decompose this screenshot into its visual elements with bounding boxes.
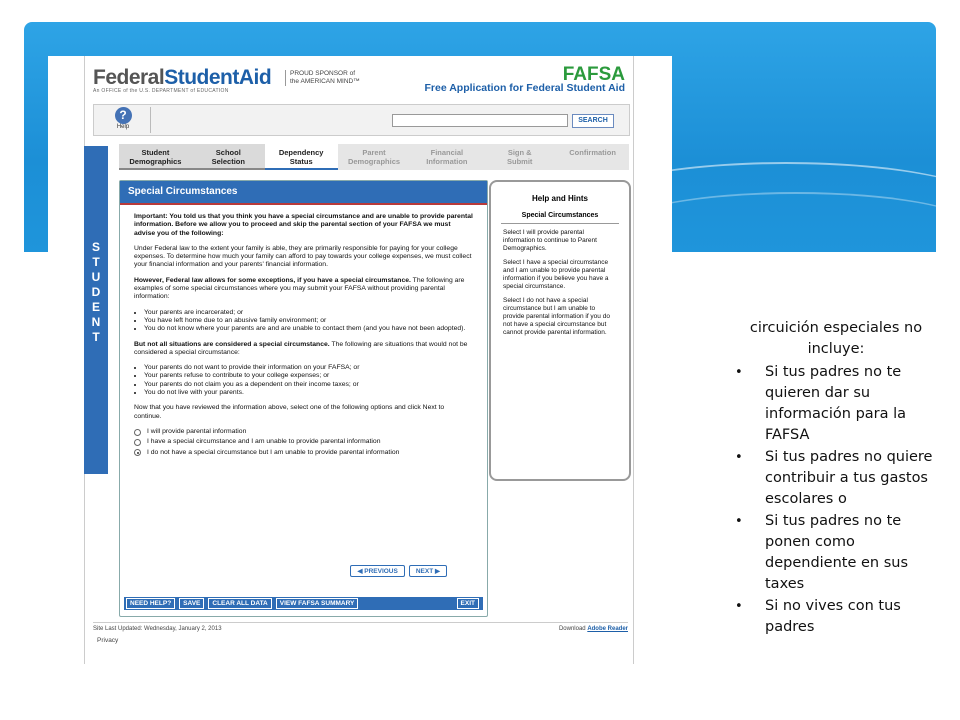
- tab-label: Parent: [362, 148, 386, 157]
- bottom-action-bar: [124, 597, 483, 610]
- help-label: Help: [116, 124, 130, 130]
- tab-label: Student: [141, 148, 170, 157]
- non-exceptions-list: [134, 364, 473, 397]
- search-button[interactable]: SEARCH: [572, 114, 614, 128]
- tab-label: Selection: [211, 157, 245, 166]
- toolbar: [93, 104, 630, 136]
- list-item: • You have left home due to an abusive family environment; or: [144, 317, 473, 325]
- notes-item: • Si tus padres no quiere contribuir a tus gastos escolares o: [735, 447, 947, 510]
- sidebar-letter: T: [92, 255, 100, 269]
- help-title: Help and Hints: [531, 194, 588, 203]
- fafsa-subtitle: Free Application for Federal Student Aid: [424, 82, 625, 94]
- logo-subtitle: An OFFICE of the U.S. DEPARTMENT of EDUCATION: [93, 88, 229, 94]
- tab-label: Dependency: [278, 148, 324, 157]
- bold-text: However, Federal law allows for some exceptions, if you have a special circumstance.: [134, 276, 411, 284]
- option-label: I have a special circumstance and I am unable to provide parental information: [147, 438, 381, 446]
- panel-title: Special Circumstances: [120, 181, 487, 205]
- sponsor-text: [285, 70, 360, 86]
- tab-confirmation: [556, 144, 629, 170]
- help-body: [491, 224, 629, 348]
- list-item: • Your parents refuse to contribute to your college expenses; or: [144, 372, 473, 380]
- divider: [150, 107, 151, 133]
- radio-button-checked[interactable]: [134, 449, 141, 456]
- clear-all-data-button[interactable]: CLEAR ALL DATA: [208, 598, 271, 609]
- footer: [93, 622, 628, 632]
- help-button[interactable]: [110, 107, 136, 133]
- radio-button[interactable]: [134, 429, 141, 436]
- sponsor-line: the AMERICAN MIND™: [290, 78, 360, 85]
- need-help-button[interactable]: NEED HELP?: [126, 598, 175, 609]
- adobe-reader-link[interactable]: Adobe Reader: [587, 626, 628, 632]
- sidebar-letter: T: [92, 330, 100, 344]
- tab-sign-submit: [483, 144, 556, 170]
- paragraph: Now that you have reviewed the information above, select one of the following options and click Next to continue.: [134, 404, 445, 420]
- download-text: [559, 626, 628, 632]
- notes-item: • Si tus padres no te ponen como dependiente en sus taxes: [735, 511, 947, 595]
- logo-text: Aid: [238, 66, 272, 89]
- exit-button[interactable]: EXIT: [457, 598, 479, 609]
- tab-label: Demographics: [347, 157, 401, 166]
- sidebar-letter: D: [91, 285, 101, 299]
- sidebar-letter: E: [91, 300, 100, 314]
- option-special-circumstance[interactable]: [134, 438, 473, 446]
- next-button[interactable]: NEXT ▶: [409, 565, 447, 577]
- notes-item: • Si tus padres no te quieren dar su información para la FAFSA: [735, 362, 947, 446]
- exceptions-list: [134, 309, 473, 334]
- search-input[interactable]: [392, 114, 568, 127]
- special-circumstances-panel: [119, 180, 488, 617]
- fafsa-page: [84, 56, 634, 664]
- paragraph: [134, 277, 473, 302]
- sidebar-letter: N: [91, 315, 101, 329]
- sidebar-letter: S: [91, 240, 100, 254]
- radio-button[interactable]: [134, 439, 141, 446]
- list-item: • Your parents do not want to provide their information on your FAFSA; or: [144, 364, 473, 372]
- save-button[interactable]: SAVE: [179, 598, 204, 609]
- list-item: • Your parents do not claim you as a dependent on their income taxes; or: [144, 381, 473, 389]
- tab-dependency-status[interactable]: [265, 144, 338, 170]
- panel-body: [120, 205, 487, 457]
- federal-student-aid-logo: [93, 66, 271, 90]
- fafsa-title: FAFSA: [562, 64, 625, 85]
- notes-list: [735, 362, 947, 638]
- last-updated-text: Site Last Updated: Wednesday, January 2, 2013: [93, 626, 222, 632]
- student-section-bar: [84, 146, 108, 474]
- list-item: • You do not know where your parents are and are unable to contact them (and you have not been adopted).: [144, 325, 473, 333]
- paragraph: Under Federal law to the extent your family is able, they are primarily responsible for paying for your college expenses. To determine how much your family can afford to pay towards your college expenses, we must collect your financial information and your parents' financial information.: [134, 244, 472, 269]
- help-icon: ?: [115, 107, 132, 124]
- help-subtitle: Special Circumstances: [501, 212, 619, 224]
- option-label: I do not have a special circumstance but I am unable to provide parental information: [147, 448, 400, 456]
- list-item: • You do not live with your parents.: [144, 389, 473, 397]
- tab-label: Confirmation: [569, 148, 616, 157]
- privacy-link[interactable]: Privacy: [97, 637, 119, 644]
- text: The following are situations that would not be considered a special circumstance:: [134, 340, 468, 356]
- tab-label: Information: [426, 157, 468, 166]
- tab-label: Financial: [430, 148, 464, 157]
- sponsor-line: PROUD SPONSOR of: [290, 70, 356, 77]
- slide-notes: [735, 318, 947, 639]
- button-label: NEXT: [415, 568, 434, 575]
- tab-label: Status: [289, 157, 313, 166]
- list-item: • Your parents are incarcerated; or: [144, 309, 473, 317]
- text: The following are examples of some special circumstances where you may submit your FAFSA without providing parental information:: [134, 276, 465, 301]
- sidebar-letter: U: [91, 270, 101, 284]
- progress-tabs: [119, 144, 629, 170]
- tab-label: Submit: [507, 157, 533, 166]
- button-label: PREVIOUS: [364, 568, 398, 575]
- notes-heading: circuición especiales no incluye:: [749, 320, 923, 357]
- view-fafsa-summary-button[interactable]: VIEW FAFSA SUMMARY: [276, 598, 359, 609]
- tab-label: Demographics: [129, 157, 182, 166]
- help-hints-panel: [489, 180, 631, 481]
- tab-student-demographics[interactable]: [119, 144, 192, 170]
- important-notice: Important: You told us that you think you have a special circumstance and are unable to provide parental information. Before we allow you to proceed and skip the parental section of your FAFSA we must advise you of the following:: [134, 213, 473, 237]
- help-paragraph: Select I have a special circumstance and I am unable to provide parental information if you believe you have a special circumstance.: [503, 259, 609, 290]
- help-paragraph: Select I will provide parental information to continue to Parent Demographics.: [503, 229, 597, 252]
- logo-text: Student: [164, 66, 239, 89]
- tab-label: Sign &: [507, 148, 532, 157]
- option-label: I will provide parental information: [147, 427, 247, 435]
- option-provide-info[interactable]: [134, 428, 473, 436]
- nav-buttons: [350, 565, 447, 577]
- tab-parent-demographics: [338, 144, 411, 170]
- tab-financial-information: [410, 144, 483, 170]
- paragraph: [134, 341, 473, 358]
- tab-school-selection[interactable]: [192, 144, 265, 170]
- download-label: Download: [558, 626, 586, 632]
- logo-text: Federal: [93, 66, 165, 89]
- option-no-special-circumstance[interactable]: [134, 449, 473, 457]
- notes-item: • Si no vives con tus padres: [735, 596, 947, 638]
- bold-text: But not all situations are considered a special circumstance.: [134, 340, 330, 348]
- previous-button[interactable]: ◀ PREVIOUS: [350, 565, 404, 577]
- tab-label: School: [215, 148, 241, 157]
- help-paragraph: Select I do not have a special circumstance but I am unable to provide parental information if you do not have a special circumstance but cannot provide parental information.: [503, 297, 610, 336]
